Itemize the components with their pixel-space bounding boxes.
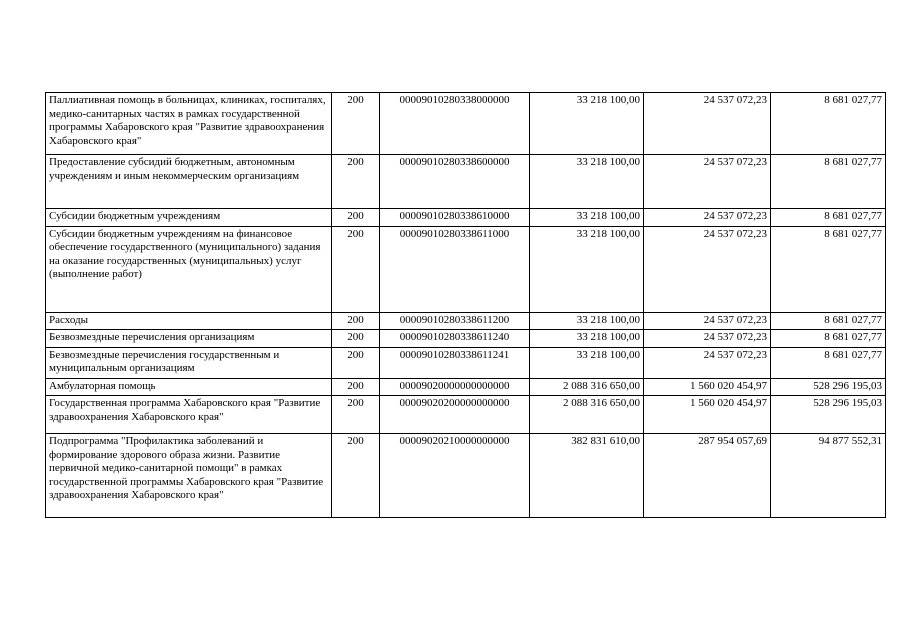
row-plan-amount: 2 088 316 650,00 [530,396,644,434]
table-row [46,93,886,155]
row-name: Государственная программа Хабаровского края "Развитие здравоохранения Хабаровского края" [46,396,332,434]
row-classification-code: 00009010280338611241 [380,347,530,378]
row-plan-amount: 382 831 610,00 [530,434,644,518]
row-executed-amount: 1 560 020 454,97 [644,396,771,434]
row-classification-code: 00009010280338611000 [380,226,530,312]
row-classification-code: 00009020000000000000 [380,378,530,396]
row-remaining-amount: 8 681 027,77 [771,155,886,209]
row-admin-code: 200 [332,209,380,227]
table-row [46,347,886,378]
row-name: Безвозмездные перечисления государственным и муниципальным организациям [46,347,332,378]
row-executed-amount: 24 537 072,23 [644,312,771,330]
row-remaining-amount: 8 681 027,77 [771,226,886,312]
table-row [46,226,886,312]
row-executed-amount: 24 537 072,23 [644,226,771,312]
row-name: Предоставление субсидий бюджетным, автономным учреждениям и иным некоммерческим организациям [46,155,332,209]
row-classification-code: 00009020210000000000 [380,434,530,518]
row-name: Подпрограмма "Профилактика заболеваний и формирование здорового образа жизни. Развитие первичной медико-санитарной помощи" в рамках государственной программы Хабаровского края "Развитие здравоохранения Хабаровского края" [46,434,332,518]
row-classification-code: 00009010280338000000 [380,93,530,155]
budget-table [45,92,886,518]
row-executed-amount: 24 537 072,23 [644,209,771,227]
row-plan-amount: 2 088 316 650,00 [530,378,644,396]
row-plan-amount: 33 218 100,00 [530,93,644,155]
row-remaining-amount: 8 681 027,77 [771,347,886,378]
row-plan-amount: 33 218 100,00 [530,209,644,227]
row-plan-amount: 33 218 100,00 [530,347,644,378]
row-admin-code: 200 [332,226,380,312]
table-row [46,330,886,348]
row-executed-amount: 24 537 072,23 [644,155,771,209]
row-name: Субсидии бюджетным учреждениям на финансовое обеспечение государственного (муниципального) задания на оказание государственных (муниципальных) услуг (выполнение работ) [46,226,332,312]
row-admin-code: 200 [332,378,380,396]
table-row [46,378,886,396]
row-remaining-amount: 8 681 027,77 [771,312,886,330]
row-admin-code: 200 [332,396,380,434]
row-remaining-amount: 8 681 027,77 [771,209,886,227]
row-plan-amount: 33 218 100,00 [530,155,644,209]
row-executed-amount: 24 537 072,23 [644,347,771,378]
row-executed-amount: 287 954 057,69 [644,434,771,518]
row-remaining-amount: 528 296 195,03 [771,396,886,434]
row-name: Субсидии бюджетным учреждениям [46,209,332,227]
row-name: Расходы [46,312,332,330]
row-remaining-amount: 8 681 027,77 [771,93,886,155]
row-classification-code: 00009010280338611240 [380,330,530,348]
row-admin-code: 200 [332,155,380,209]
table-row [46,209,886,227]
row-remaining-amount: 8 681 027,77 [771,330,886,348]
row-admin-code: 200 [332,312,380,330]
table-row [46,155,886,209]
row-name: Амбулаторная помощь [46,378,332,396]
row-plan-amount: 33 218 100,00 [530,330,644,348]
row-name: Паллиативная помощь в больницах, клиниках, госпиталях, медико-санитарных частях в рамках государственной программы Хабаровского края "Развитие здравоохранения Хабаровского края" [46,93,332,155]
row-classification-code: 00009010280338600000 [380,155,530,209]
row-classification-code: 00009010280338610000 [380,209,530,227]
row-executed-amount: 24 537 072,23 [644,330,771,348]
row-plan-amount: 33 218 100,00 [530,312,644,330]
row-remaining-amount: 528 296 195,03 [771,378,886,396]
row-classification-code: 00009020200000000000 [380,396,530,434]
row-admin-code: 200 [332,93,380,155]
table-row [46,312,886,330]
row-admin-code: 200 [332,347,380,378]
row-remaining-amount: 94 877 552,31 [771,434,886,518]
table-row [46,396,886,434]
row-admin-code: 200 [332,434,380,518]
row-name: Безвозмездные перечисления организациям [46,330,332,348]
row-executed-amount: 1 560 020 454,97 [644,378,771,396]
row-plan-amount: 33 218 100,00 [530,226,644,312]
row-admin-code: 200 [332,330,380,348]
row-executed-amount: 24 537 072,23 [644,93,771,155]
table-row [46,434,886,518]
row-classification-code: 00009010280338611200 [380,312,530,330]
